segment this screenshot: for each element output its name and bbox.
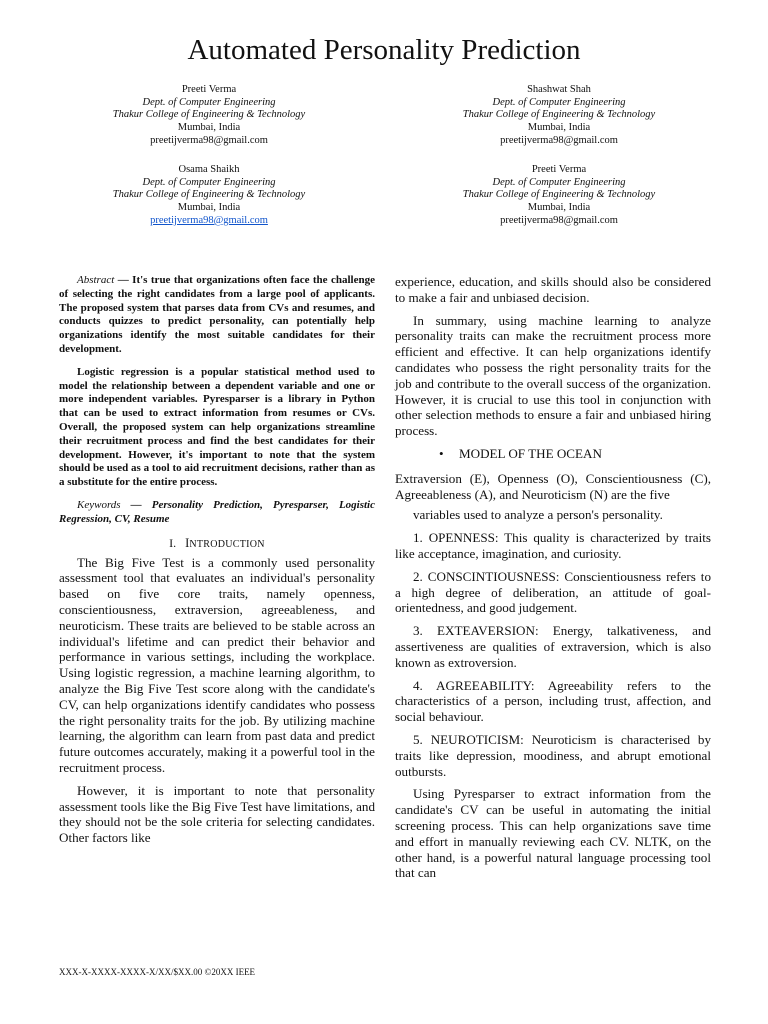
author-dept: Dept. of Computer Engineering (142, 176, 276, 188)
author-name: Preeti Verma (181, 84, 237, 95)
author-college: Thakur College of Engineering & Technology (112, 109, 306, 121)
author-block-3 (59, 164, 359, 228)
author-block-2 (409, 84, 709, 148)
left-column (59, 274, 375, 924)
pyresparser-paragraph: Using Pyresparser to extract information from the candidate's CV can be useful in automating the initial screening process. This can help organizations save time and effort in manually reviewing each CV. NLTK, on the other hand, is a powerful natural language processing tool that can (395, 786, 711, 881)
keywords (59, 499, 375, 527)
author-college: Thakur College of Engineering & Technology (462, 109, 656, 121)
trait-openness: 1. OPENNESS: This quality is characterized by traits like acceptance, imagination, and curiosity. (395, 530, 711, 561)
author-city: Mumbai, India (527, 202, 591, 214)
right-column (395, 274, 711, 924)
author-name: Osama Shaikh (178, 164, 240, 175)
section-title-initial: I (185, 535, 190, 550)
author-name: Preeti Verma (531, 164, 587, 175)
section-heading-introduction (59, 535, 375, 553)
keywords-text: Personality Prediction, Pyresparser, Logistic Regression, CV, Resume (59, 498, 375, 525)
abstract-paragraph-1 (59, 274, 375, 357)
author-dept: Dept. of Computer Engineering (492, 96, 626, 108)
author-email: preetijverma98@gmail.com (500, 134, 618, 146)
author-city: Mumbai, India (177, 202, 241, 214)
trait-conscientiousness: 2. CONSCINTIOUSNESS: Conscientiousness refers to a high degree of deliberation, an attitude of goal-orientedness, and good judgement. (395, 568, 711, 616)
ocean-intro: Extraversion (E), Openness (O), Conscientiousness (C), Agreeableness (A), and Neuroticism (N) are the five (395, 470, 711, 502)
abstract-dash: — (114, 274, 133, 286)
author-name: Shashwat Shah (527, 84, 591, 95)
trait-neuroticism: 5. NEUROTICISM: Neuroticism is characterised by traits like depression, moodiness, and abrupt emotional outbursts. (395, 731, 711, 779)
keywords-dash: — (120, 498, 152, 511)
continued-paragraph: experience, education, and skills should also be considered to make a fair and unbiased decision. (395, 274, 711, 305)
author-block-4 (409, 164, 709, 228)
paper-title: Automated Personality Prediction (187, 34, 581, 66)
bullet-icon: • (439, 445, 444, 461)
author-dept: Dept. of Computer Engineering (142, 96, 276, 108)
abstract-text: It's true that organizations often face the challenge of selecting the right candidates from a large pool of applicants. The proposed system that parses data from CVs and resumes, and conducts quizzes to predict personality, can potentially help organizations identify the most suitable candidates for their development. (59, 274, 375, 355)
author-email: preetijverma98@gmail.com (150, 134, 268, 146)
ocean-bullet (395, 446, 711, 462)
trait-extraversion: 3. EXTEAVERSION: Energy, talkativeness, and assertiveness are qualities of extraversion, which is also known as extroversion. (395, 623, 711, 670)
intro-paragraph-1: The Big Five Test is a commonly used personality assessment tool that evaluates an individual's personality based on five core traits, namely openness, conscientiousness, extraversion, agreeableness, and neuroticism. These traits are believed to be stable across an individual's lifetime and can predict their behavior and performance in various settings, including the workplace. Using logistic regression, a machine learning algorithm, to analyze the Big Five Test score along with the candidate's CV, can help organizations identify candidates who possess the right personality traits for the job. By utilizing machine learning, the algorithm can learn from past data and predict future outcomes accurately, making it a powerful tool in the recruitment process. (59, 554, 375, 775)
section-number: I. (169, 535, 177, 550)
author-city: Mumbai, India (177, 122, 241, 134)
abstract-paragraph-2: Logistic regression is a popular statistical method used to model the relationship between a dependent variable and one or more independent variables. Pyresparser is a library in Python that can be used to extract information from resumes or CVs. Overall, the proposed system can help organizations streamline their recruitment process and find the best candidates for their development. However, it's important to note that the system should be used as a tool to aid recruitment decisions, rather than as a substitute for the entire process. (59, 365, 375, 489)
summary-paragraph: In summary, using machine learning to analyze personality traits can make the recruitment process more efficient and effective. It can help organizations identify candidates who possess the right personality traits for the job and contribute to the overall success of the organization. However, it is crucial to use this tool in conjunction with other selection methods to ensure a fair and unbiased hiring process. (395, 312, 711, 439)
author-email: preetijverma98@gmail.com (500, 214, 618, 226)
section-title-rest: NTRODUCTION (189, 538, 265, 550)
intro-paragraph-2: However, it is important to note that personality assessment tools like the Big Five Test have limitations, and they should not be the sole criteria for selecting candidates. Other factors like (59, 782, 375, 846)
keywords-label: Keywords (77, 498, 121, 511)
copyright-footer: XXX-X-XXXX-XXXX-X/XX/$XX.00 ©20XX IEEE (59, 967, 256, 977)
author-email-link[interactable]: preetijverma98@gmail.com (150, 214, 268, 226)
author-dept: Dept. of Computer Engineering (492, 176, 626, 188)
bullet-text: MODEL OF THE OCEAN (459, 445, 602, 461)
author-college: Thakur College of Engineering & Technology (112, 189, 306, 201)
ocean-intro-continued: variables used to analyze a person's personality. (413, 507, 663, 523)
trait-agreeableness: 4. AGREEABILITY: Agreeability refers to the characteristics of a person, including trust, affection, and social behaviour. (395, 677, 711, 725)
abstract-label: Abstract (77, 274, 115, 286)
author-city: Mumbai, India (527, 122, 591, 134)
author-college: Thakur College of Engineering & Technology (462, 189, 656, 201)
author-block-1 (59, 84, 359, 148)
